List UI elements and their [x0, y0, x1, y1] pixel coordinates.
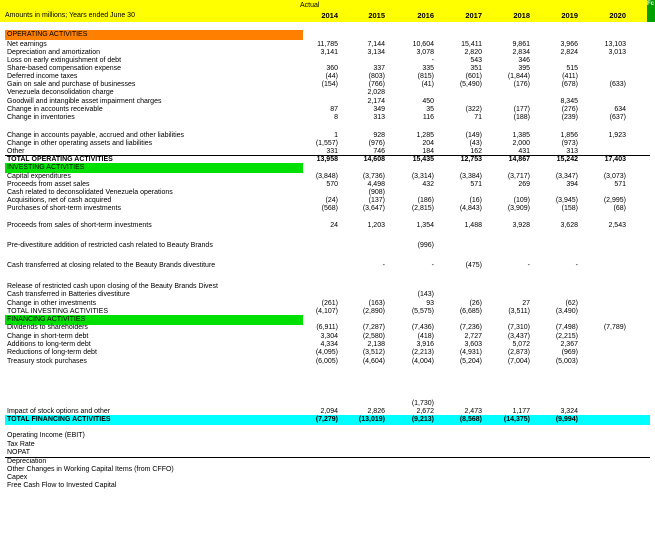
cell-2015: 337	[373, 65, 385, 72]
cell-2017: 162	[470, 148, 482, 155]
cell-2017: 3,603	[464, 341, 482, 348]
table-row	[0, 197, 655, 205]
row-label: FINANCING ACTIVITIES	[7, 316, 86, 323]
row-label: Cash transferred at closing related to the Beauty Brands divestiture	[7, 262, 216, 269]
row-label: Venezuela deconsolidation charge	[7, 89, 114, 96]
cell-2017: (149)	[465, 132, 482, 139]
table-row	[0, 333, 655, 341]
cell-2015: (766)	[368, 81, 385, 88]
table-row	[0, 242, 655, 250]
cell-2015: (3,736)	[362, 173, 385, 180]
cell-2017: 2,727	[464, 333, 482, 340]
cell-2016: 1,354	[416, 222, 434, 229]
row-label: Cash related to deconsolidated Venezuela operations	[7, 189, 173, 196]
cell-2017: 71	[474, 114, 482, 121]
cell-2018: 2,834	[512, 49, 530, 56]
row-label: Dividends to shareholders	[7, 324, 88, 331]
table-row	[0, 98, 655, 106]
cell-2015: 349	[373, 106, 385, 113]
cell-2018: 27	[522, 300, 530, 307]
cell-2019: (5,003)	[555, 358, 578, 365]
cell-2015: (976)	[368, 140, 385, 147]
table-row	[0, 181, 655, 189]
cell-2015: (2,890)	[362, 308, 385, 315]
cell-2016: (815)	[417, 73, 434, 80]
cell-2016: -	[431, 262, 434, 269]
row-label: Other	[7, 148, 25, 155]
cell-2017: 543	[470, 57, 482, 64]
cell-2016: (7,436)	[411, 324, 434, 331]
cell-2018: 269	[518, 181, 530, 188]
cell-2014: (44)	[325, 73, 338, 80]
row-label: Goodwill and intangible asset impairment charges	[7, 98, 162, 105]
cell-2014: 360	[326, 65, 338, 72]
cell-2016: 432	[422, 181, 434, 188]
cell-2015: 7,144	[367, 41, 385, 48]
cell-2017: (3,384)	[459, 173, 482, 180]
cell-2016: 1,285	[416, 132, 434, 139]
cell-2020: 13,103	[604, 41, 626, 48]
cell-2019: 8,345	[560, 98, 578, 105]
cell-2019: (969)	[561, 349, 578, 356]
cell-2020: 571	[614, 181, 626, 188]
cell-2015: -	[382, 262, 385, 269]
cell-2019: 15,242	[556, 156, 578, 163]
table-row	[0, 81, 655, 89]
cell-2016: (3,314)	[411, 173, 434, 180]
header-bar	[0, 0, 655, 22]
table-row	[0, 106, 655, 114]
table-row	[0, 316, 655, 324]
row-label: TOTAL OPERATING ACTIVITIES	[7, 156, 113, 163]
cell-2019: (9,994)	[555, 416, 578, 423]
table-row	[0, 114, 655, 122]
cell-2018: (7,310)	[507, 324, 530, 331]
cell-2016: 93	[426, 300, 434, 307]
table-row	[0, 432, 655, 440]
cell-2015: 2,028	[367, 89, 385, 96]
cell-2015: 2,826	[367, 408, 385, 415]
cell-2017: (8,568)	[459, 416, 482, 423]
row-label: Loss on early extinguishment of debt	[7, 57, 122, 64]
cell-2018: (176)	[513, 81, 530, 88]
cell-2014: (4,095)	[315, 349, 338, 356]
row-label: Purchases of short-term investments	[7, 205, 121, 212]
cell-2016: (2,815)	[411, 205, 434, 212]
cell-2017: (16)	[469, 197, 482, 204]
cell-2019: 2,367	[560, 341, 578, 348]
row-label: Impact of stock options and other	[7, 408, 111, 415]
table-row	[0, 205, 655, 213]
cell-2017: (5,490)	[459, 81, 482, 88]
cell-2019: (62)	[565, 300, 578, 307]
cell-2014: 3,304	[320, 333, 338, 340]
table-row	[0, 482, 655, 490]
cell-2015: (163)	[368, 300, 385, 307]
cell-2018: 3,928	[512, 222, 530, 229]
cell-2015: 2,174	[367, 98, 385, 105]
cell-2015: 746	[373, 148, 385, 155]
actual-label: Actual	[300, 2, 320, 9]
cell-2014: 3,141	[320, 49, 338, 56]
cell-2019: 1,856	[560, 132, 578, 139]
cell-2018: 1,177	[512, 408, 530, 415]
cell-2017: (4,931)	[459, 349, 482, 356]
cell-2018: 2,000	[512, 140, 530, 147]
row-label: Share-based compensation expense	[7, 65, 122, 72]
cell-2019: 3,628	[560, 222, 578, 229]
cell-2016: 2,672	[416, 408, 434, 415]
cell-2016: 10,604	[412, 41, 434, 48]
row-label: Tax Rate	[7, 441, 35, 448]
cell-2019: (2,215)	[555, 333, 578, 340]
cell-2019: (7,498)	[555, 324, 578, 331]
cell-2015: 928	[373, 132, 385, 139]
row-label: Depreciation and amortization	[7, 49, 100, 56]
cell-2016: 3,078	[416, 49, 434, 56]
cell-2016: 3,916	[416, 341, 434, 348]
cell-2019: (276)	[561, 106, 578, 113]
cell-2018: (3,437)	[507, 333, 530, 340]
cell-2014: 13,958	[316, 156, 338, 163]
cell-2016: (418)	[417, 333, 434, 340]
cell-2015: (13,019)	[358, 416, 385, 423]
table-row	[0, 416, 655, 424]
table-row	[0, 358, 655, 366]
cell-2019: (3,945)	[555, 197, 578, 204]
row-label: Change in accounts receivable	[7, 106, 103, 113]
table-row	[0, 132, 655, 140]
cell-2017: (4,843)	[459, 205, 482, 212]
cell-2019: 515	[566, 65, 578, 72]
cell-2014: 4,334	[320, 341, 338, 348]
year-2017: 2017	[465, 11, 482, 20]
cell-2018: (3,717)	[507, 173, 530, 180]
table-row	[0, 57, 655, 65]
cell-2014: 11,785	[317, 41, 338, 48]
cell-2018: 346	[518, 57, 530, 64]
row-label: Free Cash Flow to Invested Capital	[7, 482, 117, 489]
cell-2020: (2,995)	[603, 197, 626, 204]
cell-2019: (3,347)	[555, 173, 578, 180]
cell-2015: (3,512)	[362, 349, 385, 356]
cell-2020: (68)	[613, 205, 626, 212]
cell-2018: -	[527, 262, 530, 269]
cell-2015: (4,604)	[362, 358, 385, 365]
cell-2016: 335	[422, 65, 434, 72]
table-row	[0, 73, 655, 81]
cell-2014: (4,107)	[315, 308, 338, 315]
cell-2014: (154)	[321, 81, 338, 88]
cell-2020: 1,923	[608, 132, 626, 139]
cell-2018: (3,909)	[507, 205, 530, 212]
cell-2014: 8	[334, 114, 338, 121]
cell-2015: 313	[373, 114, 385, 121]
row-label: Gain on sale and purchase of businesses	[7, 81, 136, 88]
cell-2015: (2,580)	[362, 333, 385, 340]
cell-2020: 17,403	[604, 156, 626, 163]
cell-2014: 24	[330, 222, 338, 229]
cell-2015: 1,203	[367, 222, 385, 229]
cell-2018: (109)	[513, 197, 530, 204]
cell-2018: 395	[518, 65, 530, 72]
row-label: Release of restricted cash upon closing of the Beauty Brands Divest	[7, 283, 218, 290]
cell-2014: 331	[326, 148, 338, 155]
cell-2018: 14,867	[508, 156, 530, 163]
cell-2016: (1,730)	[411, 400, 434, 407]
cell-2017: (26)	[469, 300, 482, 307]
row-label: Net earnings	[7, 41, 47, 48]
cell-2020: 3,013	[608, 49, 626, 56]
table-row	[0, 49, 655, 57]
row-label: TOTAL INVESTING ACTIVITIES	[7, 308, 109, 315]
cell-2017: 2,820	[464, 49, 482, 56]
table-row	[0, 164, 655, 172]
year-2020: 2020	[609, 11, 626, 20]
cell-2015: 3,134	[367, 49, 385, 56]
row-label: Other Changes in Working Capital Items (from CFFO)	[7, 466, 174, 473]
row-label: Proceeds from sales of short-term investments	[7, 222, 152, 229]
cell-2018: (14,375)	[503, 416, 530, 423]
cell-2019: -	[575, 262, 578, 269]
line-total-financing	[5, 457, 650, 458]
cell-2014: 87	[330, 106, 338, 113]
table-row	[0, 341, 655, 349]
cell-2014: 2,094	[320, 408, 338, 415]
cell-2015: (137)	[368, 197, 385, 204]
cell-2015: (7,287)	[362, 324, 385, 331]
cell-2015: 14,608	[363, 156, 385, 163]
cell-2019: 2,824	[560, 49, 578, 56]
cell-2018: (177)	[513, 106, 530, 113]
row-label: Capital expenditures	[7, 173, 71, 180]
table-row	[0, 189, 655, 197]
cell-2014: (6,005)	[315, 358, 338, 365]
cell-2020: (637)	[609, 114, 626, 121]
cell-2016: (41)	[421, 81, 434, 88]
year-2018: 2018	[513, 11, 530, 20]
row-label: Cash transferred in Batteries divestiture	[7, 291, 130, 298]
cell-2014: (24)	[325, 197, 338, 204]
row-label: Deferred income taxes	[7, 73, 78, 80]
row-label: Acquisitions, net of cash acquired	[7, 197, 112, 204]
year-2019: 2019	[561, 11, 578, 20]
cell-2017: 1,488	[464, 222, 482, 229]
cell-2019: 3,966	[560, 41, 578, 48]
row-label: Change in accounts payable, accrued and other liabilities	[7, 132, 185, 139]
table-row	[0, 458, 655, 466]
row-label: INVESTING ACTIVITIES	[7, 164, 85, 171]
cell-2016: 116	[422, 114, 434, 121]
cell-2015: 2,138	[367, 341, 385, 348]
cell-2017: (475)	[465, 262, 482, 269]
row-label: OPERATING ACTIVITIES	[7, 31, 88, 38]
cell-2020: (7,789)	[603, 324, 626, 331]
cell-2014: 570	[326, 181, 338, 188]
cell-2017: (322)	[465, 106, 482, 113]
cell-2019: (678)	[561, 81, 578, 88]
cell-2016: 450	[422, 98, 434, 105]
table-row	[0, 300, 655, 308]
cell-2014: (7,279)	[315, 416, 338, 423]
cell-2016: (5,575)	[411, 308, 434, 315]
cell-2016: (996)	[417, 242, 434, 249]
table-row	[0, 466, 655, 474]
cell-2020: (633)	[609, 81, 626, 88]
cell-2017: 571	[470, 181, 482, 188]
cell-2015: 4,498	[367, 181, 385, 188]
table-row	[0, 283, 655, 291]
row-label: Change in other operating assets and liabilities	[7, 140, 153, 147]
row-label: Capex	[7, 474, 28, 481]
cell-2014: (568)	[321, 205, 338, 212]
cell-2018: (1,844)	[507, 73, 530, 80]
cell-2015: (803)	[368, 73, 385, 80]
row-label: Change in inventories	[7, 114, 75, 121]
cell-2016: 184	[422, 148, 434, 155]
cell-2017: (6,685)	[459, 308, 482, 315]
cell-2020: (3,073)	[603, 173, 626, 180]
cell-2020: 634	[614, 106, 626, 113]
cell-2014: (3,848)	[315, 173, 338, 180]
cell-2014: (261)	[321, 300, 338, 307]
cell-2019: (3,490)	[555, 308, 578, 315]
row-label: Additions to long-term debt	[7, 341, 91, 348]
cell-2019: (239)	[561, 114, 578, 121]
year-2016: 2016	[417, 11, 434, 20]
cell-2017: 12,753	[460, 156, 482, 163]
row-label: Treasury stock purchases	[7, 358, 87, 365]
cell-2015: (908)	[368, 189, 385, 196]
row-label: Change in other investments	[7, 300, 97, 307]
table-row	[0, 89, 655, 97]
cell-2017: 351	[470, 65, 482, 72]
cell-2019: (411)	[562, 73, 578, 80]
cell-2018: 431	[518, 148, 530, 155]
cell-2017: 15,411	[461, 41, 482, 48]
cell-2018: (2,873)	[507, 349, 530, 356]
cell-2016: (9,213)	[411, 416, 434, 423]
cell-2019: 394	[566, 181, 578, 188]
table-row	[0, 441, 655, 449]
cell-2018: (3,511)	[508, 308, 530, 315]
table-row	[0, 349, 655, 357]
table-row	[0, 65, 655, 73]
cell-2019: 3,324	[560, 408, 578, 415]
cell-2019: (158)	[561, 205, 578, 212]
row-label: TOTAL FINANCING ACTIVITIES	[7, 416, 111, 423]
cell-2017: (601)	[465, 73, 482, 80]
cell-2016: 204	[422, 140, 434, 147]
line-total-operating	[5, 155, 650, 156]
row-label: Operating Income (EBIT)	[7, 432, 85, 439]
table-row	[0, 41, 655, 49]
table-row	[0, 291, 655, 299]
cell-2016: 35	[426, 106, 434, 113]
year-2014: 2014	[321, 11, 338, 20]
row-label: Proceeds from asset sales	[7, 181, 90, 188]
forecast-corner: Fc	[647, 0, 655, 22]
cell-2016: (4,004)	[411, 358, 434, 365]
cell-2014: (1,557)	[315, 140, 338, 147]
table-row	[0, 262, 655, 270]
table-row	[0, 173, 655, 181]
table-row	[0, 474, 655, 482]
cell-2014: (6,911)	[316, 324, 338, 331]
row-label: NOPAT	[7, 449, 31, 456]
cell-2019: (973)	[561, 140, 578, 147]
table-row	[0, 324, 655, 332]
table-row	[0, 140, 655, 148]
cell-2020: 2,543	[608, 222, 626, 229]
table-row	[0, 31, 655, 39]
cell-2016: (143)	[417, 291, 434, 298]
row-label: Change in short-term debt	[7, 333, 89, 340]
cell-2019: 313	[566, 148, 578, 155]
cell-2018: 5,072	[512, 341, 530, 348]
cell-2017: (5,204)	[459, 358, 482, 365]
cell-2018: (188)	[513, 114, 530, 121]
row-label: Reductions of long-term debt	[7, 349, 97, 356]
table-row	[0, 222, 655, 230]
year-2015: 2015	[368, 11, 385, 20]
row-label: Pre-divestiture addition of restricted cash related to Beauty Brands	[7, 242, 213, 249]
cell-2017: 2,473	[464, 408, 482, 415]
cell-2016: (2,213)	[411, 349, 434, 356]
cell-2016: -	[431, 57, 434, 64]
cell-2018: 9,861	[512, 41, 530, 48]
table-row	[0, 400, 655, 408]
cell-2016: (186)	[417, 197, 434, 204]
cell-2018: (7,004)	[507, 358, 530, 365]
cell-2016: 15,435	[412, 156, 434, 163]
cell-2018: 1,385	[512, 132, 530, 139]
units-caption: Amounts in millions; Years ended June 30	[5, 12, 135, 19]
cell-2015: (3,647)	[362, 205, 385, 212]
row-label: Depreciation	[7, 458, 47, 465]
table-row	[0, 449, 655, 457]
cell-2014: 1	[334, 132, 338, 139]
cell-2017: (7,236)	[459, 324, 482, 331]
cell-2017: (43)	[469, 140, 482, 147]
